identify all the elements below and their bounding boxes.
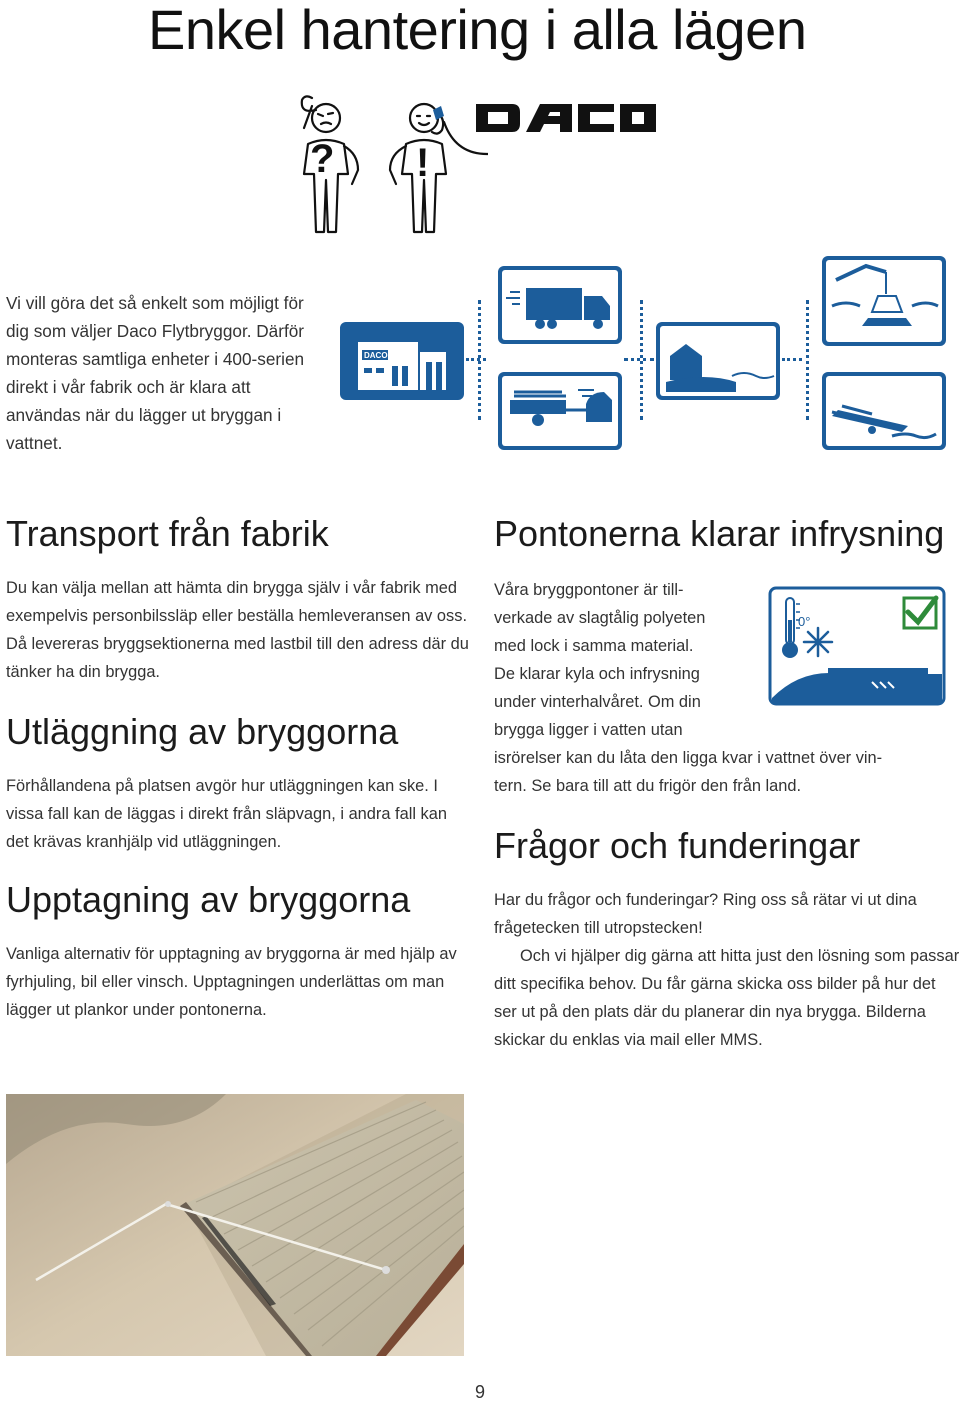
- exclamation-mark: !: [416, 141, 430, 185]
- snowflake-icon: [804, 628, 832, 656]
- factory-icon: [340, 322, 464, 400]
- heading-utlaggning: Utläggning av bryggorna: [6, 711, 399, 752]
- upptagning-paragraph: Vanliga alternativ för upptagning av bryggorna är med hjälp av fyrhjuling, bil eller vinsch. Upptagningen underlättas om man lägger ut plankor under pontonerna.: [6, 945, 457, 1019]
- truck-icon: [498, 266, 622, 344]
- page-title: Enkel hantering i alla lägen: [148, 0, 807, 61]
- heading-fragor: Frågor och funderingar: [494, 825, 861, 866]
- heading-pontoner: Pontonerna klarar infrysning: [494, 513, 945, 554]
- heading-transport: Transport från fabrik: [6, 513, 329, 554]
- thermometer-label: 0°: [798, 614, 811, 629]
- ramp-icon: [822, 372, 946, 450]
- crane-icon: [822, 256, 946, 346]
- intro-paragraph: Vi vill göra det så enkelt som möjligt för dig som väljer Daco Flytbryggor. Därför monteras samtliga enheter i 400-serien direkt i vår fabrik och är klara att användas när du lägger ut bryggan i vattnet.: [6, 293, 305, 453]
- question-mark: ?: [310, 137, 335, 181]
- utlaggning-paragraph: Förhållandena på platsen avgör hur utläggningen kan ske. I vissa fall kan de läggas i direkt från släpvagn, i andra fall kan det krävas kranhjälp vid utläggningen.: [6, 777, 447, 851]
- house-shore-icon: [656, 322, 780, 400]
- transport-paragraph: Du kan välja mellan att hämta din brygga själv i vår fabrik med exempelvis personbilssläp eller beställa hemleveransen av oss. Då levereras bryggsektionerna med lastbil till den adress där du tänker ha din brygga.: [6, 579, 469, 681]
- page-number: 9: [474, 1382, 485, 1402]
- fragor-paragraph: [494, 886, 960, 1054]
- checkmark-icon: [904, 598, 936, 628]
- daco-logo: [472, 102, 658, 134]
- heading-upptagning: Upptagning av bryggorna: [6, 879, 411, 920]
- fragor-paragraph-1: Har du frågor och funderingar? Ring oss så rätar vi ut dina frågetecken till utropstecken!: [494, 891, 917, 937]
- pontoner-paragraph: Våra bryggpontoner är till- verkade av slagtålig polyeten med lock i samma material. De klarar kyla och infrysning under vinterhalvåret. Om din brygga ligger i vatten utan isrörelser kan du låta den ligga kvar i vattnet över vin- tern. Se bara till att du frigör den från land.: [494, 581, 883, 795]
- stick-figures-illustration: [288, 92, 488, 262]
- svg-text:DACO: DACO: [364, 351, 388, 360]
- trailer-icon: [498, 372, 622, 450]
- freezing-pontoon-icon: [768, 586, 946, 706]
- dock-photo: [6, 1094, 464, 1356]
- fragor-paragraph-2: Och vi hjälper dig gärna att hitta just den lösning som passar ditt specifika behov. Du får gärna skicka oss bilder på hur det ser ut på den plats där du planerar din nya brygga. Bilderna skickar du enklas via mail eller MMS.: [494, 947, 960, 1049]
